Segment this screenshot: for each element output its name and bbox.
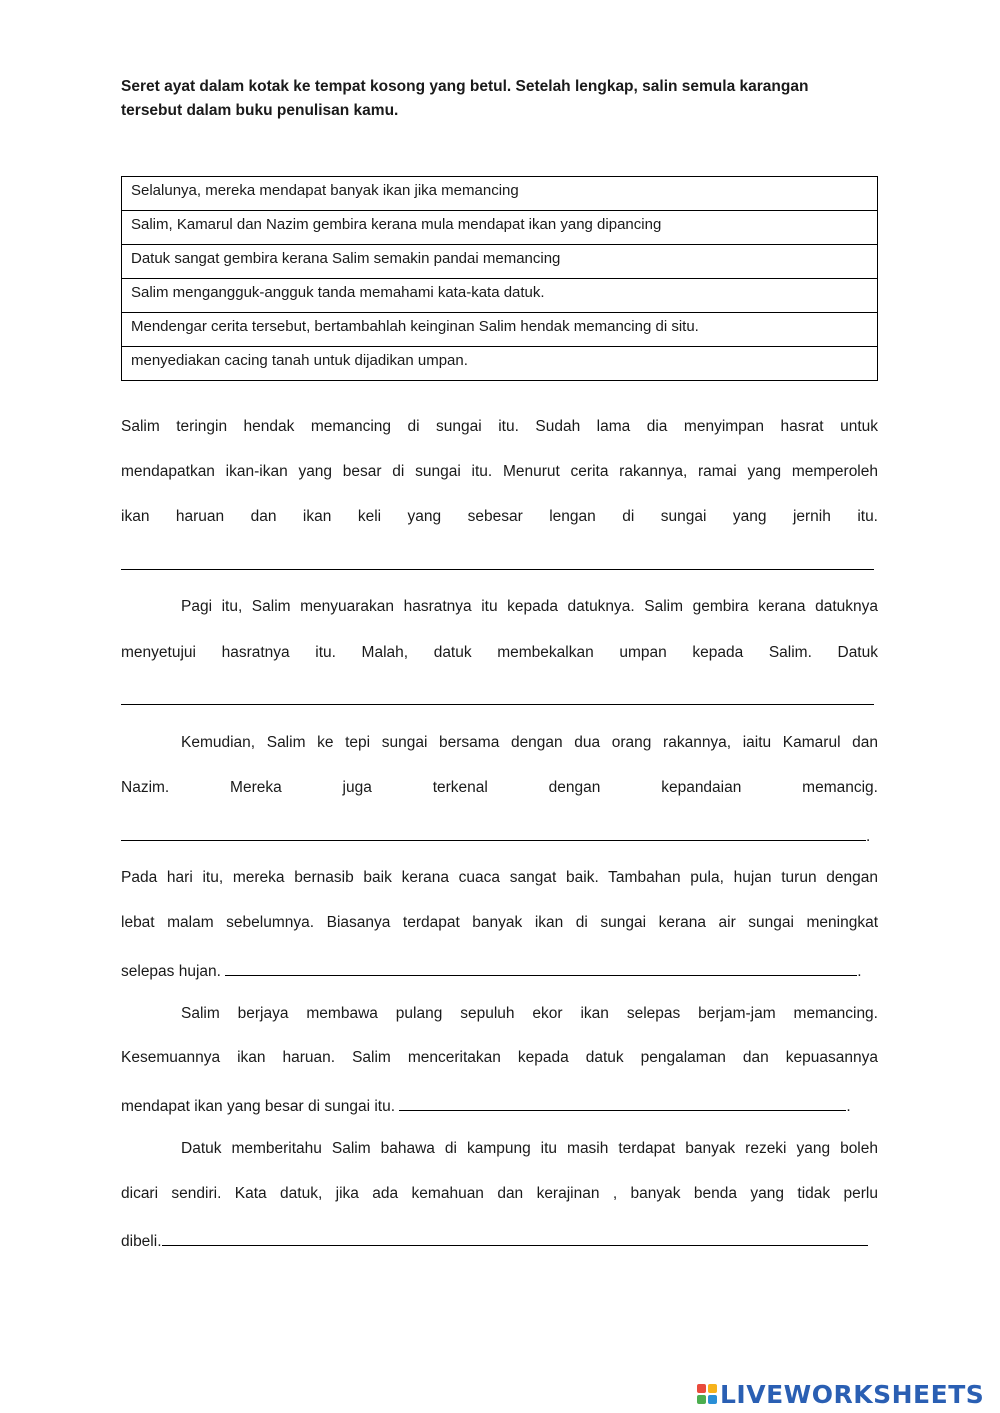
p6-line-2: dicari sendiri. Kata datuk, jika ada kemahuan dan kerajinan , banyak benda yang tidak perlu [121,1185,878,1202]
p2-line-2: menyetujui hasratnya itu. Malah, datuk membekalkan umpan kepada Salim. Datuk [121,644,878,661]
logo-square-blue [708,1395,717,1404]
blank-6[interactable] [162,1227,868,1246]
blank-4[interactable] [225,957,857,976]
p6-line-3-text: dibeli. [121,1233,162,1250]
option-6[interactable]: menyediakan cacing tanah untuk dijadikan umpan. [131,352,468,369]
option-2[interactable]: Salim, Kamarul dan Nazim gembira kerana mula mendapat ikan yang dipancing [122,211,877,245]
answer-options-box [121,176,878,381]
p5-line-3 [121,1092,851,1116]
option-1[interactable]: Selalunya, mereka mendapat banyak ikan jika memancing [122,177,877,211]
p6-line-1: Datuk memberitahu Salim bahawa di kampung itu masih terdapat banyak rezeki yang boleh [181,1140,878,1157]
p3-line-1: Kemudian, Salim ke tepi sungai bersama dengan dua orang rakannya, iaitu Kamarul dan [181,734,878,751]
instruction-line-2: tersebut dalam buku penulisan kamu. [121,102,399,119]
p5-line-3-text: mendapat ikan yang besar di sungai itu. [121,1098,396,1115]
p4-line-2: lebat malam sebelumnya. Biasanya terdapat banyak ikan di sungai kerana air sungai meningkat [121,914,878,931]
blank-5[interactable] [399,1092,846,1111]
p3-line-2: Nazim. Mereka juga terkenal dengan kepandaian memancig. [121,779,878,796]
p2-line-1: Pagi itu, Salim menyuarakan hasratnya itu kepada datuknya. Salim gembira kerana datuknya [181,598,878,615]
p3-line-3 [121,822,870,846]
p1-line-1: Salim teringin hendak memancing di sungai itu. Sudah lama dia menyimpan hasrat untuk [121,418,878,435]
p1-line-3: ikan haruan dan ikan keli yang sebesar lengan di sungai yang jernih itu. [121,508,878,525]
option-4[interactable]: Salim mengangguk-angguk tanda memahami kata-kata datuk. [122,279,877,313]
logo-square-green [697,1395,706,1404]
period-3: . [866,828,871,845]
p4-line-1: Pada hari itu, mereka bernasib baik kerana cuaca sangat baik. Tambahan pula, hujan turun dengan [121,869,878,886]
p4-line-3-text: selepas hujan. [121,963,221,980]
logo-mark-icon [697,1384,717,1404]
logo-square-red [697,1384,706,1393]
blank-3[interactable] [121,822,866,841]
blank-1[interactable] [121,569,874,570]
p5-line-2: Kesemuannya ikan haruan. Salim menceritakan kepada datuk pengalaman dan kepuasannya [121,1049,878,1066]
option-5[interactable]: Mendengar cerita tersebut, bertambahlah keinginan Salim hendak memancing di situ. [122,313,877,347]
p4-line-3 [121,957,862,981]
p6-line-3 [121,1227,868,1251]
instructions [121,75,881,123]
p1-line-2: mendapatkan ikan-ikan yang besar di sungai itu. Menurut cerita rakannya, ramai yang memperoleh [121,463,878,480]
blank-2[interactable] [121,704,874,705]
logo-square-yellow [708,1384,717,1393]
period-4: . [857,963,862,980]
option-3[interactable]: Datuk sangat gembira kerana Salim semakin pandai memancing [122,245,877,279]
liveworksheets-logo[interactable] [697,1379,984,1409]
logo-text: LIVEWORKSHEETS [720,1379,985,1409]
instruction-line-1: Seret ayat dalam kotak ke tempat kosong yang betul. Setelah lengkap, salin semula karangan [121,78,809,95]
p5-line-1: Salim berjaya membawa pulang sepuluh ekor ikan selepas berjam-jam memancing. [181,1005,878,1022]
period-5: . [846,1098,851,1115]
